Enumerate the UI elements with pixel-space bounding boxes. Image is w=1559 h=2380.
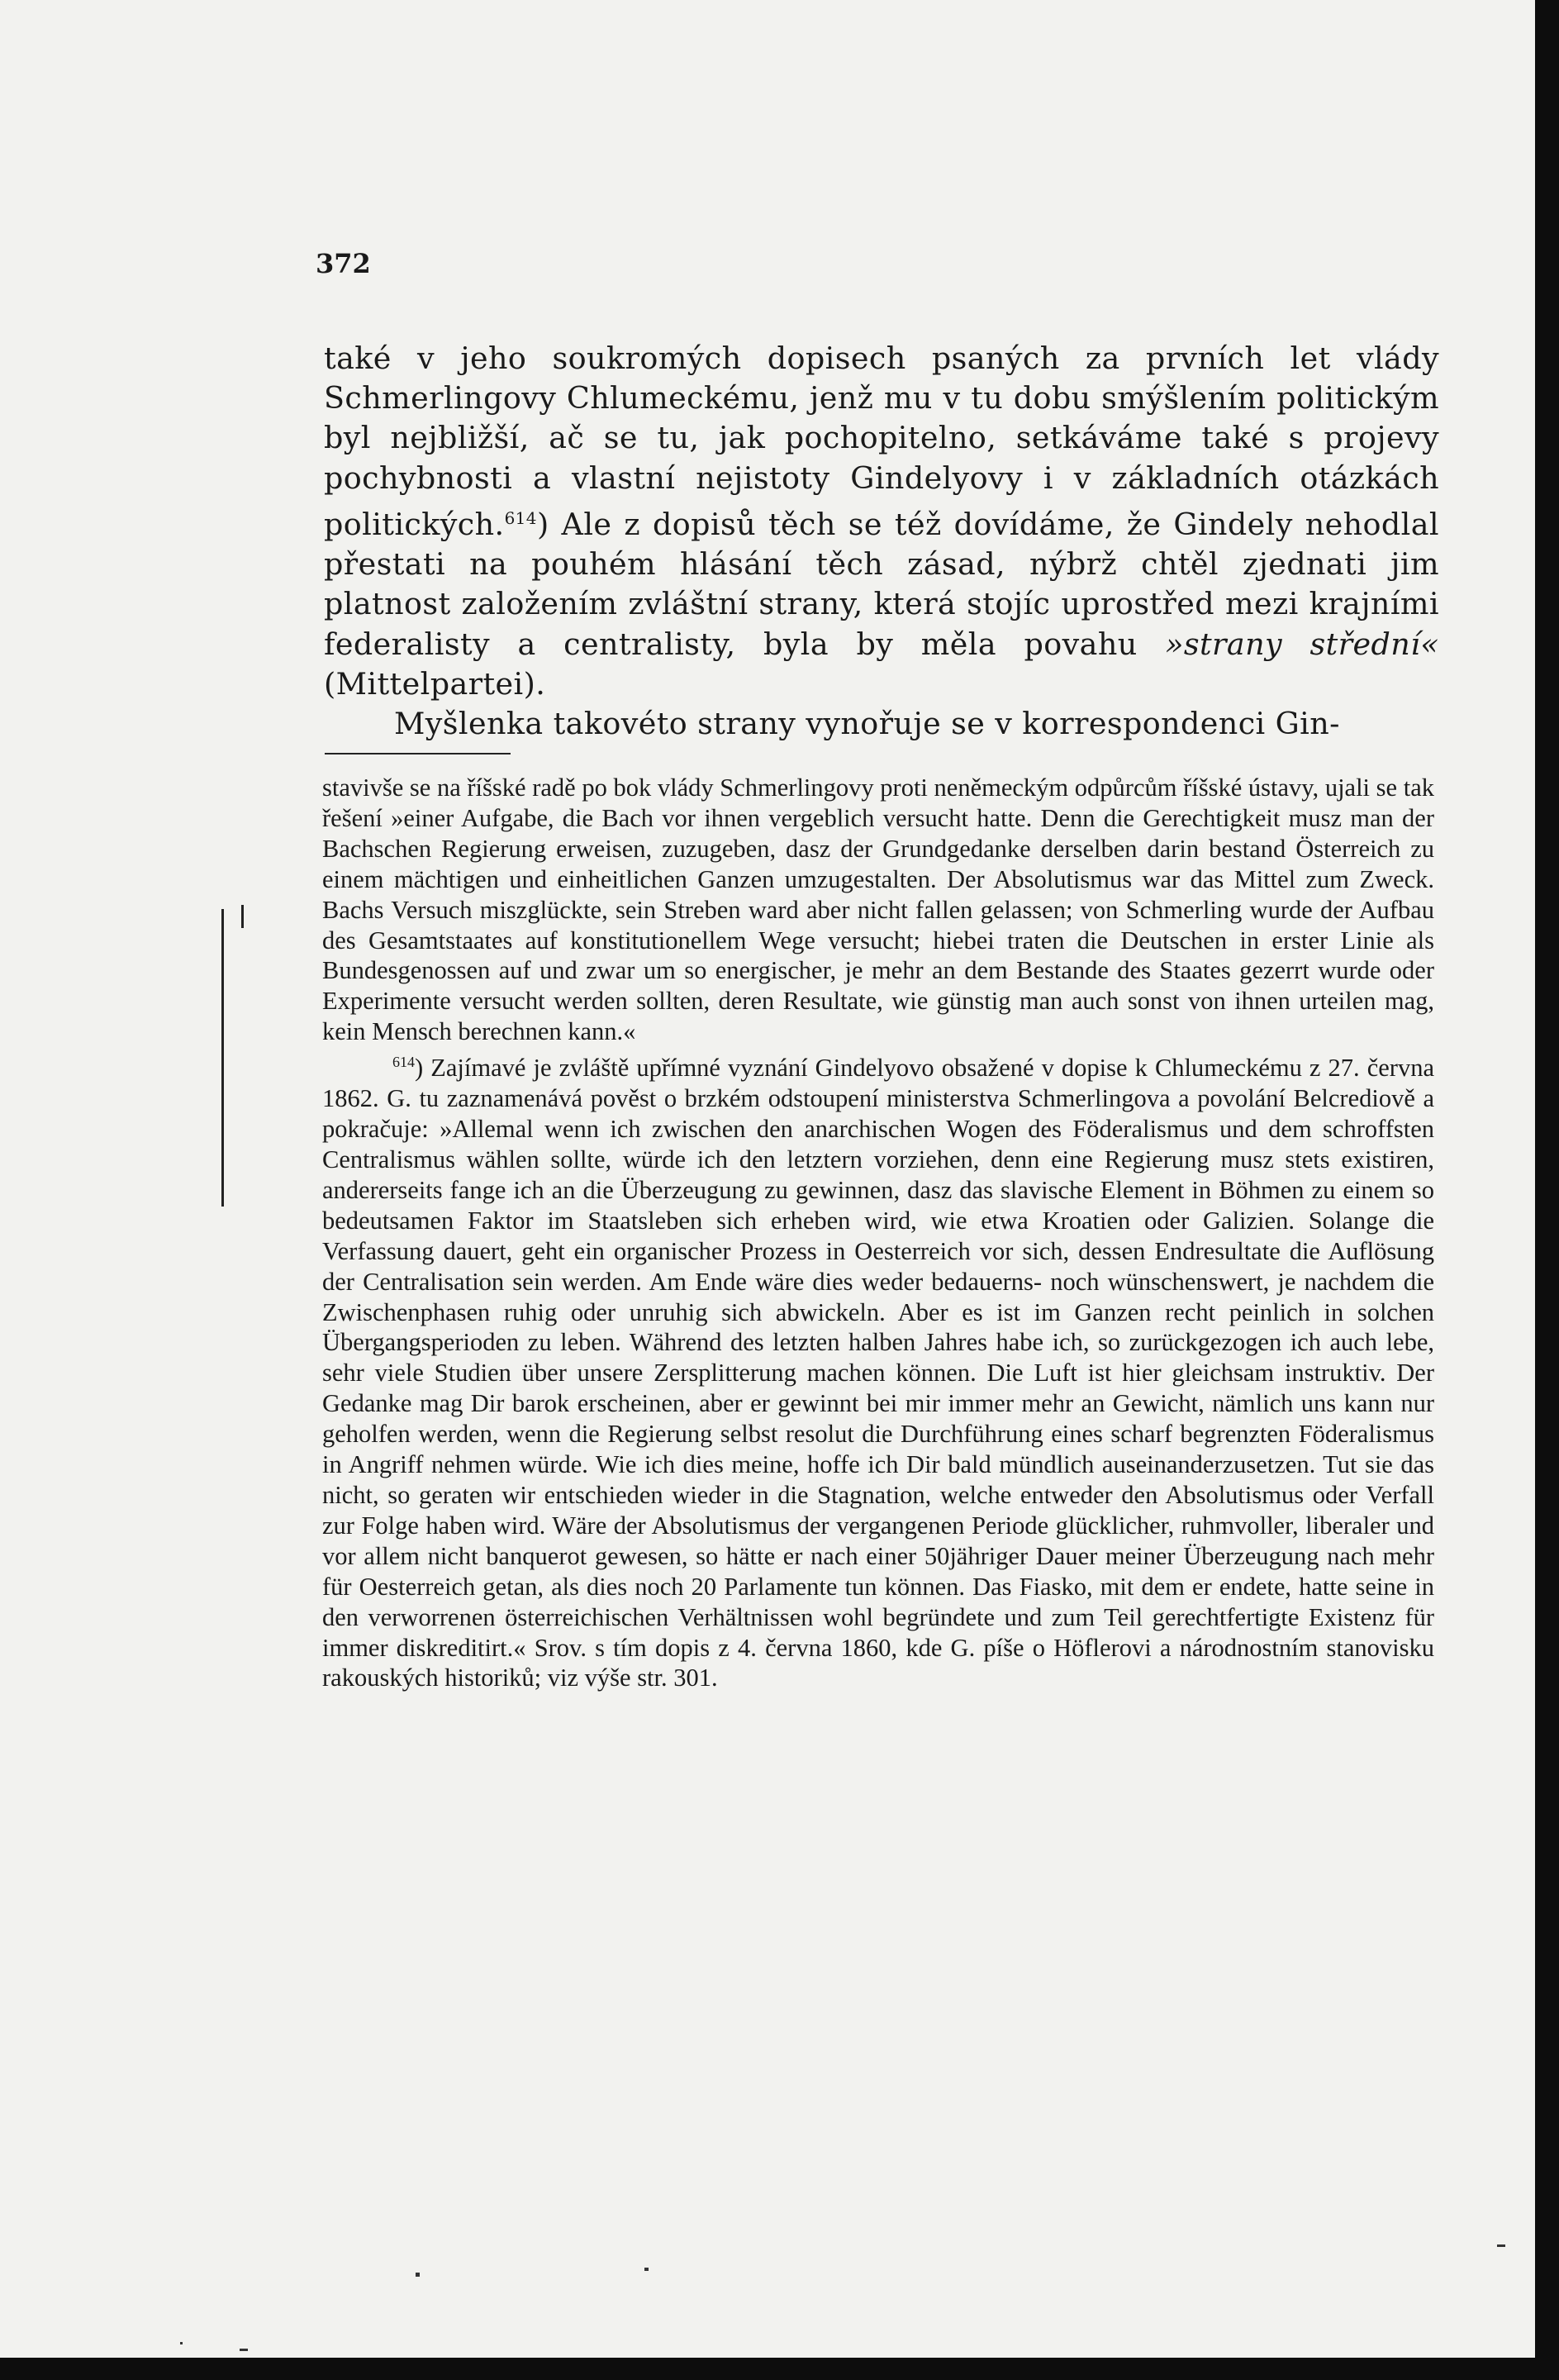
footnote-separator <box>325 753 511 754</box>
footnote-number: 614 <box>392 1054 415 1071</box>
emphasis-strany-stredni: »strany střední« <box>1165 626 1439 662</box>
scan-speck <box>1497 2244 1505 2247</box>
margin-mark-tick <box>241 905 244 928</box>
margin-mark-line <box>221 909 224 1207</box>
body-text <box>324 339 1439 744</box>
scan-speck <box>180 2342 183 2344</box>
footnote-continuation: stavivše se na říšské radě po bok vlády Schmerlingovy proti neněmeckým odpůrcům říšské ústavy, ujali se tak řešení »einer Aufgabe, die Bach vor ihnen vergeblich versucht hatte. Denn die Gerechtigkeit musz man der Bachschen Regierung erweisen, zuzugeben, dasz der Grundgedanke derselben darin bestand Österreich zu einem mächtigen und einheitlichen Ganzen umzugestalten. Der Absolutismus war das Mittel zum Zweck. Bachs Versuch miszglückte, sein Streben ward aber nicht fallen gelassen; von Schmerling wurde der Aufbau des Gesamtstaates auf konstitutionellem Wege versucht; hiebei traten die Deutschen in erster Linie als Bundesgenossen auf und zwar um so energischer, je mehr an dem Bestande des Staates gezerrt wurde oder Experimente versucht werden sollten, deren Resultate, wie günstig man auch sonst von ihnen urteilen mag, kein Mensch berechnen kann.« <box>322 774 1434 1046</box>
footnote-ref-614: 614 <box>504 507 537 528</box>
paragraph-2: Myšlenka takovéto strany vynořuje se v korrespondenci Gin- <box>394 705 1340 741</box>
scan-speck <box>240 2349 248 2351</box>
page-number: 372 <box>316 248 371 279</box>
scan-speck <box>644 2268 649 2271</box>
footnote-614: $^{614}$) Zajímavé je zvláště upřímné vyznání Gindelyovo obsažené v dopise k Chlumeckému z 27. června 1862. G. tu zaznamenává pověst o brzkém odstoupení ministerstva Schmerlingova a povolání Belcrediově a pokračuje: »Allemal wenn ich zwischen den anarchischen Wogen des Föderalismus und dem schroffsten Centralismus wählen sollte, würde ich den letztern vorziehen, denn eine Regierung musz stets existiren, andererseits fange ich an die Überzeugung zu gewinnen, dasz das slavische Element in Böhmen zu einem so bedeutsamen Faktor im Staatsleben sich erheben wird, wie etwa Kroatien oder Galizien. Solange die Verfassung dauert, geht ein organischer Prozess in Oesterreich vor sich, dessen Endresultate die Auflösung der Centralisation sein werden. Am Ende wäre dies weder bedauerns- noch wünschenswert, je nachdem die Zwischenphasen ruhig oder unruhig sich abwickeln. Aber es ist im Ganzen recht peinlich in solchen Übergangsperioden zu leben. Während des letzten halben Jahres habe ich, so zurückgezogen ich auch lebe, sehr viele Studien über unsere Zersplitterung machen können. Die Luft ist hier gleichsam instruktiv. Der Gedanke mag Dir barok erscheinen, aber er gewinnt bei mir immer mehr an Gewicht, nämlich uns kann nur geholfen werden, wenn die Regierung selbst resolut die Durchführung eines scharf begrenzten Föderalismus in Angriff nehmen würde. Wie ich dies meine, hoffe ich Dir bald mündlich auseinanderzusetzen. Tut sie das nicht, so geraten wir entschieden wieder in die Stagnation, welche entweder den Absolutismus oder Verfall zur Folge haben wird. Wäre der Absolutismus der vergangenen Periode glücklicher, ruhmvoller, liberaler und vor allem nicht banquerot gewesen, so hätte er nach einer 50jähriger Dauer meiner Überzeugung nach mehr für Oesterreich getan, als dies noch 20 Parlamente tun können. Das Fiasko, mit dem er endete, hatte seine in den verworrenen österreichischen Verhältnissen wohl begründete und zum Teil gerechtfertigte Existenz für immer diskreditirt.« Srov. s tím dopis z 4. června 1860, kde G. píše o Höflerovi a národnostním stanovisku rakouských historiků; viz výše str. 301. <box>322 1054 1434 1692</box>
footnotes <box>322 773 1434 1693</box>
scan-speck <box>416 2273 420 2277</box>
paragraph-1: také v jeho soukromých dopisech psaných za prvních let vlády Schmerlingovy Chlumeckému, jenž mu v tu dobu smýšlením politickým byl nejbližší, ač se tu, jak pochopitelno, setkáváme také s projevy pochybnosti a vlastní nejistoty Gindelyovy i v základních otázkách politických.$^{614}$) Ale z dopisů těch se též dovídáme, že Gindely nehodlal přestati na pouhém hlásání těch zásad, nýbrž chtěl zjednati jim platnost založením zvláštní strany, která stojíc uprostřed mezi krajními federalisty a centralisty, byla by měla povahu »strany střední« (Mittelpartei). <box>324 340 1439 702</box>
